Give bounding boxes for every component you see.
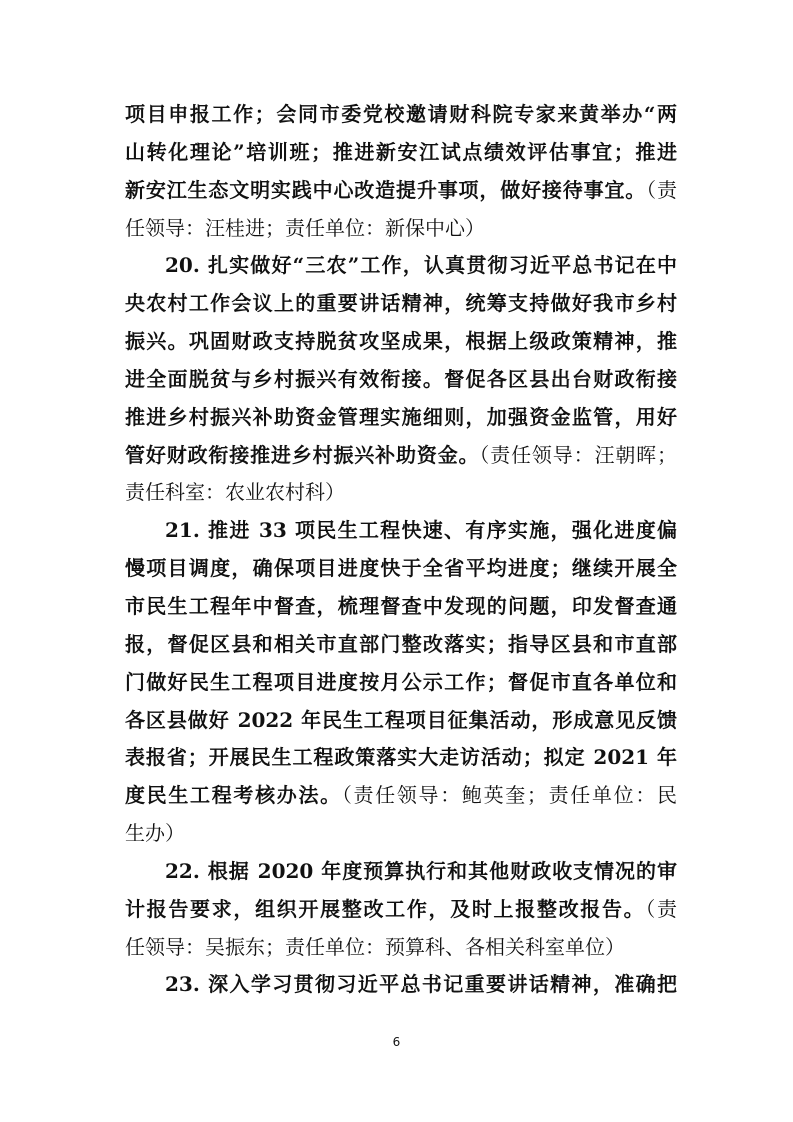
bold-text: 21. 推进 33 项民生工程快速、有序实施，强化进度偏 [165, 518, 677, 543]
bold-text: 门做好民生工程项目进度按月公示工作；督促市直各单位和 [125, 669, 677, 694]
page-number: 6 [392, 1035, 401, 1049]
text-line-8 [125, 361, 677, 399]
bold-text: 管好财政衔接推进乡村振兴补助资金。 [125, 442, 480, 467]
regular-text: （责 [645, 896, 677, 921]
text-line-2 [125, 134, 677, 172]
item-20-heading-line [125, 247, 677, 285]
bold-text: 推进乡村振兴补助资金管理实施细则，加强资金监管，用好 [125, 404, 677, 429]
bold-text: 振兴。巩固财政支持脱贫攻坚成果，根据上级政策精神，推 [125, 329, 677, 354]
bold-text: 20. 扎实做好“三农”工作，认真贯彻习近平总书记在中 [165, 253, 677, 278]
regular-text: 生办） [125, 821, 185, 846]
bold-text: 表报省；开展民生工程政策落实大走访活动；拟定 2021 年 [125, 745, 677, 770]
text-line-22 [125, 891, 677, 929]
regular-text: 任领导：汪桂进；责任单位：新保中心） [125, 215, 485, 240]
text-line-7 [125, 323, 677, 361]
bold-text: 各区县做好 2022 年民生工程项目征集活动，形成意见反馈 [125, 707, 677, 732]
text-line-3 [125, 172, 677, 210]
text-line-14 [125, 588, 677, 626]
bold-text: 22. 根据 2020 年度预算执行和其他财政收支情况的审 [165, 858, 677, 883]
bold-text: 进全面脱贫与乡村振兴有效衔接。督促各区县出台财政衔接 [125, 366, 677, 391]
text-line-11 [125, 474, 677, 512]
bold-text: 项目申报工作；会同市委党校邀请财科院专家来黄举办“两 [125, 102, 677, 126]
bold-text: 报，督促区县和相关市直部门整改落实；指导区县和市直部 [125, 631, 677, 656]
text-line-15 [125, 626, 677, 664]
regular-text: （责 [646, 177, 677, 202]
bold-text: 市民生工程年中督查，梳理督查中发现的问题，印发督查通 [125, 593, 677, 618]
text-line-6 [125, 285, 677, 323]
document-body [125, 96, 677, 1004]
bold-text: 度民生工程考核办法。 [125, 783, 342, 808]
bold-text: 慢项目调度，确保项目进度快于全省平均进度；继续开展全 [125, 556, 677, 581]
regular-text: （责任领导：汪朝晖； [479, 442, 677, 467]
item-22-heading-line [125, 853, 677, 891]
text-line-1 [125, 96, 677, 134]
text-line-10 [125, 437, 677, 475]
bold-text: 新安江生态文明实践中心改造提升事项，做好接待事宜。 [125, 177, 647, 202]
bold-text: 计报告要求，组织开展整改工作，及时上报整改报告。 [125, 896, 646, 921]
text-line-20 [125, 815, 677, 853]
bold-text: 央农村工作会议上的重要讲话精神，统筹支持做好我市乡村 [125, 291, 677, 316]
item-23-heading-line [125, 966, 677, 1004]
regular-text: （责任领导：鲍英奎；责任单位：民 [341, 783, 677, 808]
regular-text: 任领导：吴振东；责任单位：预算科、各相关科室单位） [125, 934, 625, 959]
bold-text: 23. 深入学习贯彻习近平总书记重要讲话精神，准确把 [165, 972, 677, 997]
item-21-heading-line [125, 512, 677, 550]
text-line-13 [125, 550, 677, 588]
text-line-9 [125, 399, 677, 437]
text-line-4 [125, 210, 677, 248]
text-line-17 [125, 702, 677, 740]
bold-text: 山转化理论”培训班；推进新安江试点绩效评估事宜；推进 [125, 139, 677, 164]
text-line-16 [125, 664, 677, 702]
regular-text: 责任科室：农业农村科） [125, 480, 345, 505]
text-line-18 [125, 739, 677, 777]
text-line-23 [125, 929, 677, 967]
text-line-19 [125, 777, 677, 815]
